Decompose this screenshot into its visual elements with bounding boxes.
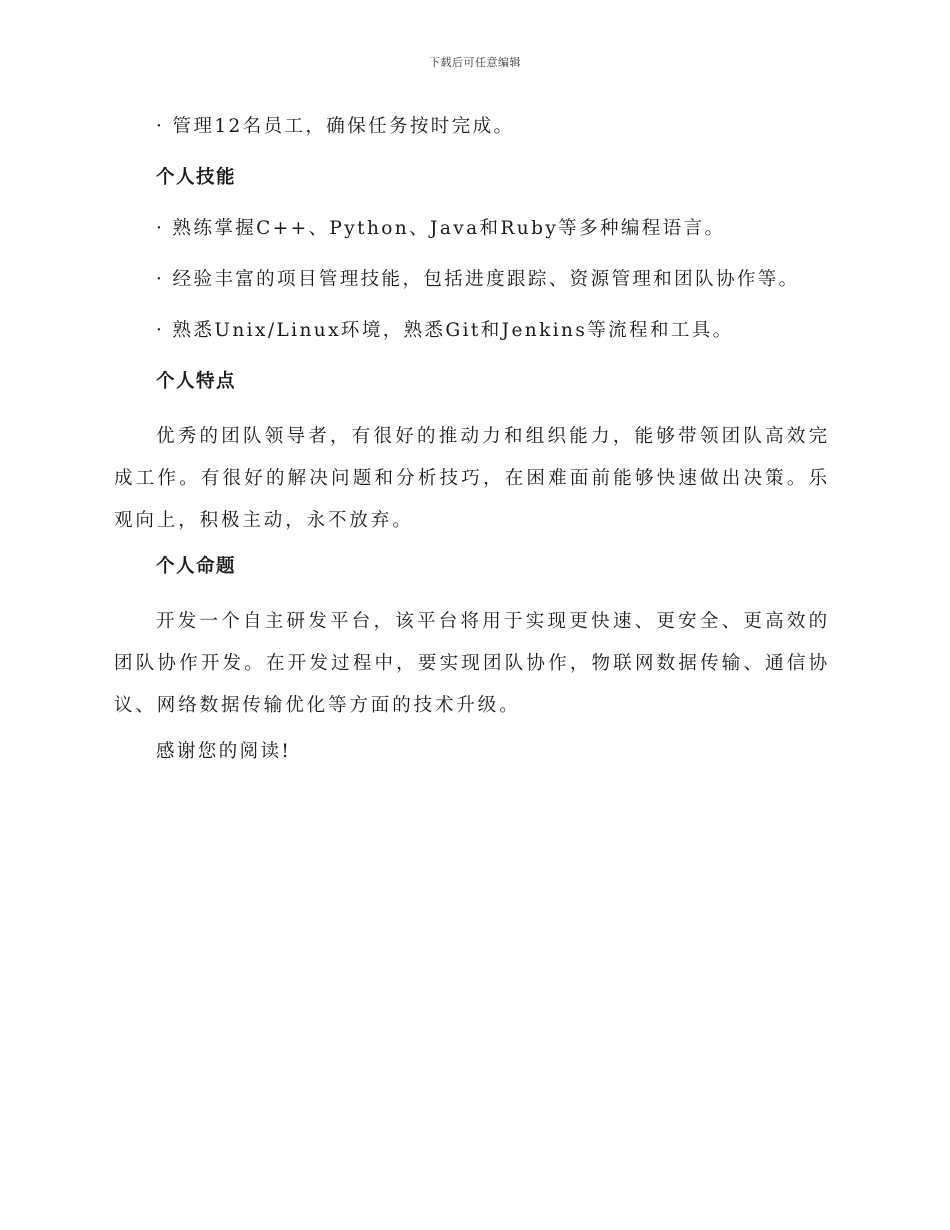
page-header: 下载后可任意编辑 xyxy=(429,56,521,69)
list-item: · 管理12名员工，确保任务按时完成。 xyxy=(156,116,515,137)
traits-paragraph: 优秀的团队领导者，有很好的推动力和组织能力，能够带领团队高效完成工作。有很好的解决问题和分析技巧，在困难面前能够快速做出决策。乐观向上，积极主动，永不放弃。 xyxy=(114,426,830,531)
section-heading-proposition: 个人命题 xyxy=(156,556,237,577)
document-body xyxy=(114,110,830,786)
skills-list-item: · 熟悉Unix/Linux环境，熟悉Git和Jenkins等流程和工具。 xyxy=(156,320,734,341)
proposition-paragraph: 开发一个自主研发平台，该平台将用于实现更快速、更安全、更高效的团队协作开发。在开发过程中，要实现团队协作，物联网数据传输、通信协议、网络数据传输优化等方面的技术升级。 xyxy=(114,611,830,716)
skills-list-item: · 熟练掌握C++、Python、Java和Ruby等多种编程语言。 xyxy=(156,218,726,239)
section-heading-skills: 个人技能 xyxy=(156,167,237,188)
closing-line: 感谢您的阅读! xyxy=(156,741,292,762)
skills-list-item: · 经验丰富的项目管理技能，包括进度跟踪、资源管理和团队协作等。 xyxy=(156,269,800,290)
section-heading-traits: 个人特点 xyxy=(156,371,237,392)
